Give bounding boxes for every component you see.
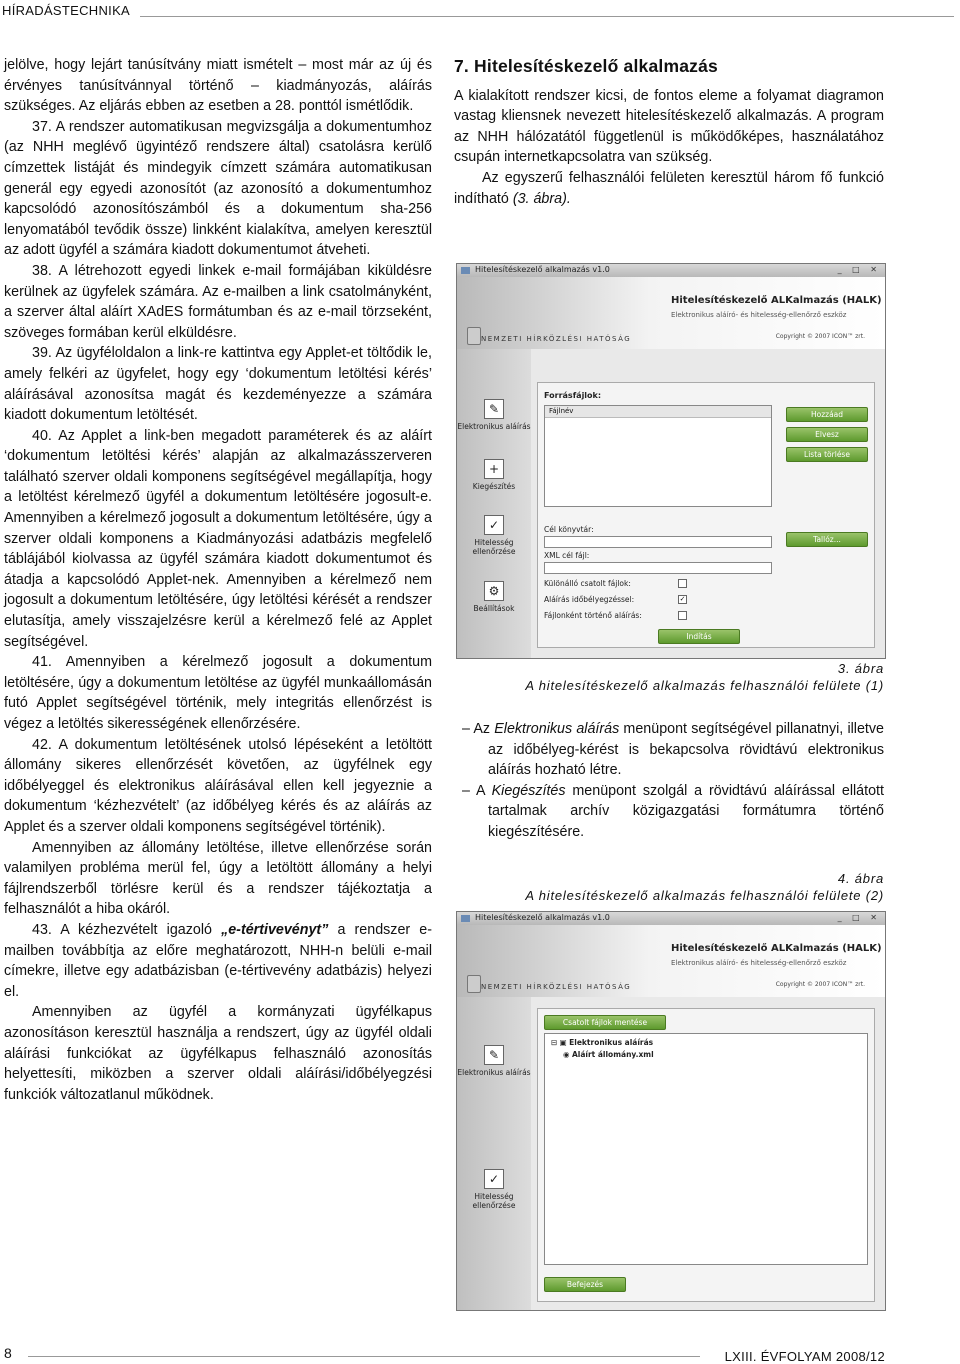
pen-icon: ✎	[484, 1045, 504, 1065]
browse-button[interactable]: Tallóz...	[786, 532, 868, 547]
app-icon	[461, 915, 470, 922]
emphasis: Elektronikus aláírás	[494, 721, 620, 737]
result-tree[interactable]	[544, 1033, 868, 1265]
app-banner	[457, 925, 885, 997]
paragraph-40: 40. Az Applet a link-ben megadott paraméterek és az aláírt ‘dokumentum letöltési kérés’ alapján az alkalmazásszerveren található szerver oldali komponens segítségével megállapítja, hogy a letöltést kérelmező ügyfél a dokumentum letöltésére jogosult-e. Amennyiben a kérelmező jogosult a dokumentum letöltésére, úgy a szerver oldali komponens a Kiadmányozási adatbázis megfelelő táblájából kiolvassa az ügyfél számára kiadott dokumentumot és átadja a kapcsolódó Applet-nek. Amennyiben a kérelmező nem jogosult a dokumentum letöltésére, úgy letöltési kérését a rendszer elutasítja, amely visszajelzésre kerül a kérelmező felé az Applet segítségével.	[4, 427, 432, 650]
section-heading: 7. Hitelesítéskezelő alkalmazás	[454, 56, 718, 76]
text-run: Az egyszerű felhasználói felületen keresztül három fő funkció indítható	[454, 169, 884, 207]
window-controls-icon: _ □ ✕	[837, 913, 881, 922]
org-name: NEMZETI HÍRKÖZLÉSI HATÓSÁG	[481, 983, 632, 991]
figure-4-screenshot	[456, 911, 886, 1311]
sidebar	[457, 997, 531, 1310]
sidebar	[457, 349, 531, 658]
main-panel	[537, 1008, 875, 1302]
figure-number: 4. ábra	[837, 871, 884, 886]
app-subtitle: Elektronikus aláíró- és hitelesség-ellenőrző eszköz	[671, 311, 847, 319]
header-rule	[140, 16, 954, 17]
per-file-checkbox[interactable]	[678, 611, 687, 620]
app-banner	[457, 277, 885, 349]
window-controls-icon: _ □ ✕	[837, 265, 881, 274]
tree-child[interactable]: ◉ Aláírt állomány.xml	[563, 1050, 654, 1059]
plus-icon: +	[484, 459, 504, 479]
finish-button[interactable]: Befejezés	[544, 1277, 626, 1292]
sidebar-item-verify[interactable]	[457, 515, 531, 556]
org-name: NEMZETI HÍRKÖZLÉSI HATÓSÁG	[481, 335, 632, 343]
text-run: a rendszer e-mailben továbbítja az előre meghatározott, NHH-n belüli e-mail címekre, illetve egy adatbázisban (e-tértivevény adatbázis) helyezi el.	[4, 921, 432, 1000]
add-button[interactable]: Hozzáad	[786, 407, 868, 422]
sidebar-item-signature[interactable]	[457, 1045, 531, 1077]
paragraph-42b: Amennyiben az állomány letöltése, illetve ellenőrzése során valamilyen probléma merül fel, úgy a letöltött állomány a helyi fájlrendszerből törlésre kerül és a rendszer tájékoztatja a felhasználót a hiba okáról.	[4, 839, 432, 918]
caption-text: A hitelesítéskezelő alkalmazás felhasználói felülete (1)	[525, 678, 884, 693]
sidebar-label: Hitelesség ellenőrzése	[472, 1192, 516, 1210]
running-header	[0, 0, 960, 26]
list-item	[462, 719, 884, 781]
separate-files-checkbox[interactable]	[678, 579, 687, 588]
sidebar-item-supplement[interactable]	[457, 459, 531, 491]
clear-list-button[interactable]: Lista törlése	[786, 447, 868, 462]
settings-icon: ⚙	[484, 581, 504, 601]
xml-file-field[interactable]	[544, 562, 772, 574]
sidebar-item-verify[interactable]	[457, 1169, 531, 1210]
paragraph-42: 42. A dokumentum letöltésének utolsó lépéseként a letöltött állomány sikeres ellenőrzését követően, az ügyfélnek egy időbélyeggel és elektronikus aláírásával ellen kell jegyeznie a dokumentum ‘kézhezvételt’ (az időbélyeg kérés és az aláírás az Applet és a szerver oldali komponens segítségével történik).	[4, 736, 432, 835]
text-run: – A	[462, 782, 492, 799]
paragraph-39: 39. Az ügyféloldalon a link-re kattintva egy Applet-et töltődik le, amely felkéri az ügyfelet, hogy egy ‘dokumentum letöltési kérés’ aláírásával azonosítsa magát és kezdeményezze a számára kiadott dokumentum letöltését.	[4, 345, 432, 424]
copyright: Copyright © 2007 ICON™ zrt.	[775, 333, 865, 340]
crest-icon	[467, 327, 481, 345]
check-icon: ✓	[484, 515, 504, 535]
separate-files-label: Különálló csatolt fájlok:	[544, 579, 631, 588]
figure-number: 3. ábra	[837, 661, 884, 676]
text-run: 43. A kézhezvételt igazoló	[32, 921, 222, 938]
tree-root-label: Elektronikus aláírás	[569, 1038, 654, 1047]
page-number: 8	[4, 1345, 12, 1361]
sidebar-item-signature[interactable]	[457, 399, 531, 431]
app-subtitle: Elektronikus aláíró- és hitelesség-ellenőrző eszköz	[671, 959, 847, 967]
text-run: – Az	[462, 721, 495, 737]
text-run: menüpont szolgál a rövidtávú aláírással ellátott tartalmak archív közigazgatási formátumra történő kiegészítésére.	[488, 782, 884, 840]
footer-rule	[28, 1356, 700, 1357]
start-button[interactable]: Indítás	[658, 629, 740, 644]
paragraph: A kialakított rendszer kicsi, de fontos eleme a folyamat diagramon vastag kliensnek nevezett hitelesítéskezelő alkalmazás. A program az NHH hálózatától függetlenül is működőképes, használatához csupán internetkapcsolatra van szükség.	[454, 87, 884, 166]
text-run: menüpont segítségével pillanatnyi, illetve az időbélyeg-kérést is bekapcsolva rövidtávú elektronikus aláírás hozható létre.	[488, 721, 884, 779]
sidebar-label: Hitelesség ellenőrzése	[472, 538, 516, 556]
sidebar-label: Elektronikus aláírás	[457, 1068, 531, 1077]
per-file-label: Fájlonként történő aláírás:	[544, 611, 642, 620]
paragraph	[454, 168, 884, 209]
caption-text: A hitelesítéskezelő alkalmazás felhasználói felülete (2)	[525, 888, 884, 903]
figure-3-caption	[456, 660, 884, 694]
dash-list	[462, 719, 884, 843]
list-item	[462, 781, 884, 843]
sidebar-label: Elektronikus aláírás	[457, 422, 531, 431]
timestamp-label: Aláírás időbélyegzéssel:	[544, 595, 635, 604]
sidebar-item-settings[interactable]	[457, 581, 531, 613]
paragraph-38: 38. A létrehozott egyedi linkek e-mail formájában kiküldésre kerülnek az ügyfelek számára. Az e-mailben a link csatolmányként, a szerver által aláírt XAdES formátumban és az e-mail törzseként, szöveges formában kerül elküldésre.	[4, 262, 432, 341]
window-titlebar	[457, 912, 885, 925]
pen-icon: ✎	[484, 399, 504, 419]
xml-file-label: XML cél fájl:	[544, 551, 590, 560]
journal-title: HÍRADÁSTECHNIKA	[2, 3, 131, 18]
app-title: Hitelesítéskezelő ALKalmazás (HALK)	[671, 295, 882, 306]
figure-4-caption	[456, 870, 884, 904]
app-icon	[461, 267, 470, 274]
paragraph: jelölve, hogy lejárt tanúsítvány miatt ismételt – most már az új és érvényes tanúsítvánnyal történő – kiadmányozás, aláírás szükséges. Az eljárás ebben az esetben a 28. ponttól ismétlődik.	[4, 57, 432, 115]
emphasis: Kiegészítés	[491, 782, 566, 799]
filename-column-header: Fájlnév	[545, 406, 771, 418]
sidebar-label: Beállítások	[473, 604, 515, 613]
source-files-label: Forrásfájlok:	[544, 391, 602, 400]
emphasis: „e-tértivevényt”	[221, 921, 329, 938]
main-panel	[537, 382, 875, 648]
left-column	[4, 55, 432, 1105]
crest-icon	[467, 975, 481, 993]
tree-root[interactable]: ⊟ ▣ Elektronikus aláírás	[551, 1038, 654, 1047]
timestamp-checkbox[interactable]: ✓	[679, 595, 686, 603]
tree-child-label: Aláírt állomány.xml	[571, 1050, 654, 1059]
paragraph-41: 41. Amennyiben a kérelmező jogosult a dokumentum letöltésére, úgy a dokumentum letöltése az ügyfél munkaállomásán futó Applet segítségével történik, mely integritás ellenőrzést is végez a letöltés sikerességének ellenőrzésére.	[4, 654, 432, 732]
volume-info: LXIII. ÉVFOLYAM 2008/12	[724, 1349, 885, 1364]
app-title: Hitelesítéskezelő ALKalmazás (HALK)	[671, 943, 882, 954]
figure-3-screenshot	[456, 263, 886, 659]
sidebar-label: Kiegészítés	[472, 482, 516, 491]
save-attachments-button[interactable]: Csatolt fájlok mentése	[544, 1015, 666, 1030]
paragraph-43c: Amennyiben az ügyfél a kormányzati ügyfélkapus azonosításon keresztül használja a rendszert, úgy az ügyfél oldali aláírási funkciókat az ügyfélkapus felhasználó azonosítás helyettesíti, miközben a szerver oldali aláírási/időbélyegzési funkciók változatlanul működnek.	[4, 1004, 432, 1103]
file-list[interactable]	[544, 405, 772, 507]
figure-reference: (3. ábra).	[512, 190, 571, 207]
target-dir-label: Cél könyvtár:	[544, 525, 594, 534]
window-title: Hitelesítéskezelő alkalmazás v1.0	[475, 265, 610, 274]
check-icon: ✓	[484, 1169, 504, 1189]
target-dir-field[interactable]	[544, 536, 772, 548]
paragraph-37: 37. A rendszer automatikusan megvizsgálja a dokumentumhoz (az NHH meglévő ügyintéző rendszere által) csatolásra kerülő címzettek listáját és mindegyik címzett számára automatikusan generál egy egyedi azonosítót (az azonosító a dokumentumhoz kapcsolódó azonosítószámból és a dokumentum sha-256 lenyomatából tevődik össze) linkként kialakítva, amelyen keresztül az adott ügyfél a számára kiadott dokumentumot átveheti.	[4, 118, 432, 259]
copyright: Copyright © 2007 ICON™ zrt.	[775, 981, 865, 988]
remove-button[interactable]: Elvesz	[786, 427, 868, 442]
right-column	[454, 55, 884, 209]
paragraph-43	[4, 920, 432, 1002]
window-title: Hitelesítéskezelő alkalmazás v1.0	[475, 913, 610, 922]
window-titlebar	[457, 264, 885, 277]
